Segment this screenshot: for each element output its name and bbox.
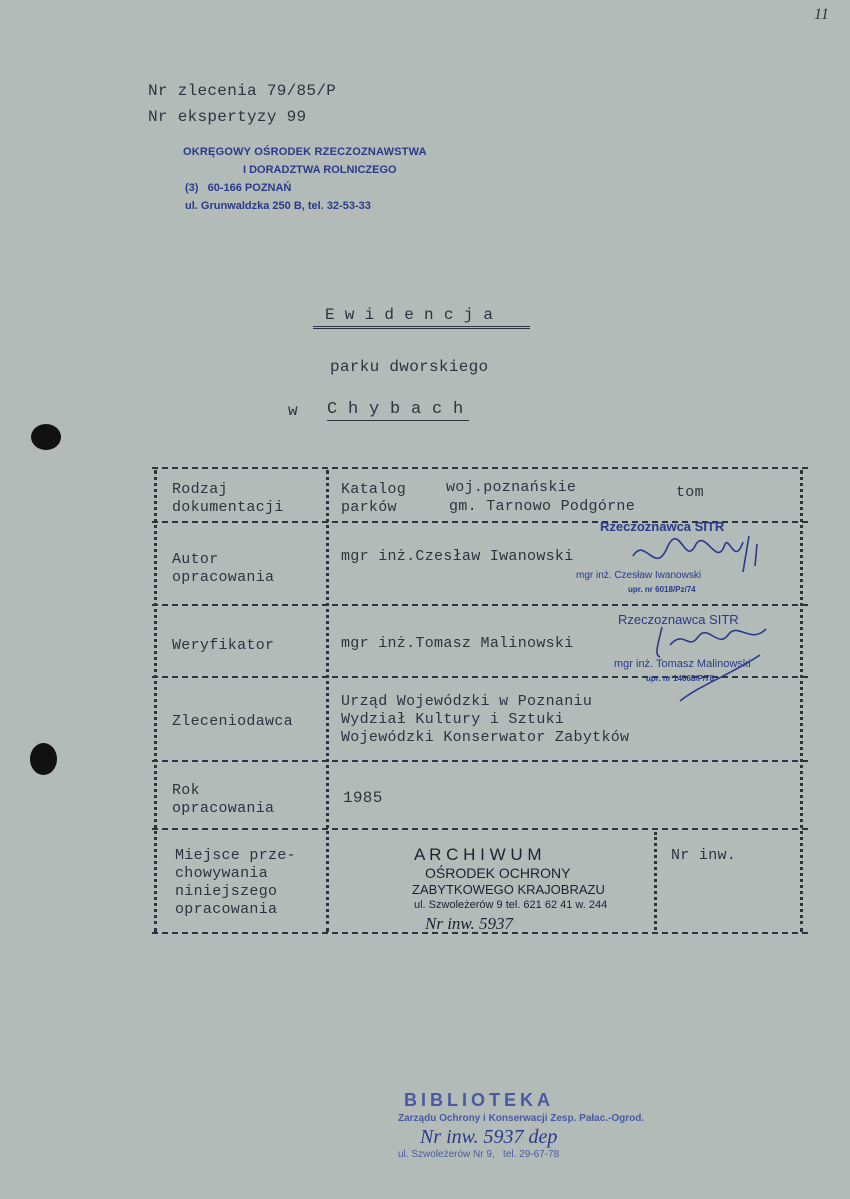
title-double-underline (313, 326, 530, 329)
office-stamp-line2: I DORADZTWA ROLNICZEGO (243, 164, 397, 176)
row-year-label: Rok opracowania (172, 782, 275, 817)
place-name: C h y b a c h (327, 400, 464, 419)
office-stamp-line1: OKRĘGOWY OŚRODEK RZECZOZNAWSTWA (183, 146, 427, 158)
library-stamp-line2: ul. Szwoleżerów Nr 9, tel. 29-67-78 (398, 1149, 560, 1160)
row-client-line3: Wojewódzki Konserwator Zabytków (341, 729, 630, 746)
row-doc-type-commune: gm. Tarnowo Podgórne (449, 498, 636, 515)
place-underline (327, 420, 469, 421)
library-handwritten-number: Nr inw. 5937 dep (420, 1126, 558, 1148)
table-line-top (152, 467, 808, 469)
office-stamp-line4: ul. Grunwaldzka 250 B, tel. 32-53-33 (185, 200, 371, 212)
table-divider (326, 470, 329, 932)
row-doc-type-label: Rodzaj dokumentacji (172, 481, 284, 516)
archive-handwritten-number: Nr inw. 5937 (425, 914, 514, 933)
archive-stamp-line1: OŚRODEK OCHRONY (425, 865, 571, 881)
verifier-stamp-title: Rzeczoznawca SITR (618, 612, 739, 627)
row-verifier-value: mgr inż.Tomasz Malinowski (341, 635, 574, 652)
punch-hole-top (31, 424, 61, 450)
order-number: Nr zlecenia 79/85/P (148, 82, 337, 100)
row-author-value: mgr inż.Czesław Iwanowski (341, 548, 574, 565)
verifier-stamp-reg: upr. nr 14068/P/78 (646, 674, 715, 683)
document-title: E w i d e n c j a (325, 306, 494, 324)
row-doc-type-volume: tom (676, 484, 704, 501)
table-divider-inventory (654, 832, 657, 930)
row-client-line1: Urząd Wojewódzki w Poznaniu (341, 693, 593, 710)
verifier-stamp-name: mgr inż. Tomasz Malinowski (614, 658, 751, 670)
table-border-left (154, 470, 157, 932)
row-year-value: 1985 (343, 789, 383, 807)
library-stamp-line1: Zarządu Ochrony i Konserwacji Zesp. Pałac.-Ogrod. (398, 1113, 645, 1124)
row-client-label: Zleceniodawca (172, 713, 293, 730)
table-line-2 (152, 604, 808, 606)
author-stamp-reg: upr. nr 6018/Pz/74 (628, 585, 696, 594)
place-prefix: w (288, 402, 298, 420)
row-author-label: Autor opracowania (172, 551, 275, 586)
author-signature (625, 526, 765, 582)
page-number-mark: 11 (814, 6, 829, 23)
table-border-right (800, 470, 803, 932)
row-verifier-label: Weryfikator (172, 637, 275, 654)
row-doc-type-province: woj.poznańskie (446, 479, 577, 496)
row-storage-label: Miejsce prze- chowywania niniejszego opracowania (175, 847, 296, 918)
office-stamp-line3: (3) 60-166 POZNAŃ (185, 182, 292, 194)
author-stamp-title: Rzeczoznawca SITR (600, 519, 725, 534)
verifier-signature (640, 615, 780, 705)
author-stamp-name: mgr inż. Czesław Iwanowski (576, 570, 702, 581)
archive-stamp-line3: ul. Szwoleżerów 9 tel. 621 62 41 w. 244 (414, 899, 608, 911)
table-line-5 (152, 828, 808, 830)
document-subtitle: parku dworskiego (330, 358, 489, 376)
archive-stamp-line2: ZABYTKOWEGO KRAJOBRAZU (412, 882, 605, 897)
row-doc-type-catalog: Katalog parków (341, 481, 407, 516)
table-line-4 (152, 760, 808, 762)
inventory-label: Nr inw. (671, 847, 737, 864)
archive-stamp-title: A R C H I W U M (414, 845, 542, 864)
punch-hole-bottom (30, 743, 57, 775)
row-client-line2: Wydział Kultury i Sztuki (341, 711, 565, 728)
expertise-number: Nr ekspertyzy 99 (148, 108, 307, 126)
library-stamp-title: BIBLIOTEKA (404, 1090, 554, 1110)
